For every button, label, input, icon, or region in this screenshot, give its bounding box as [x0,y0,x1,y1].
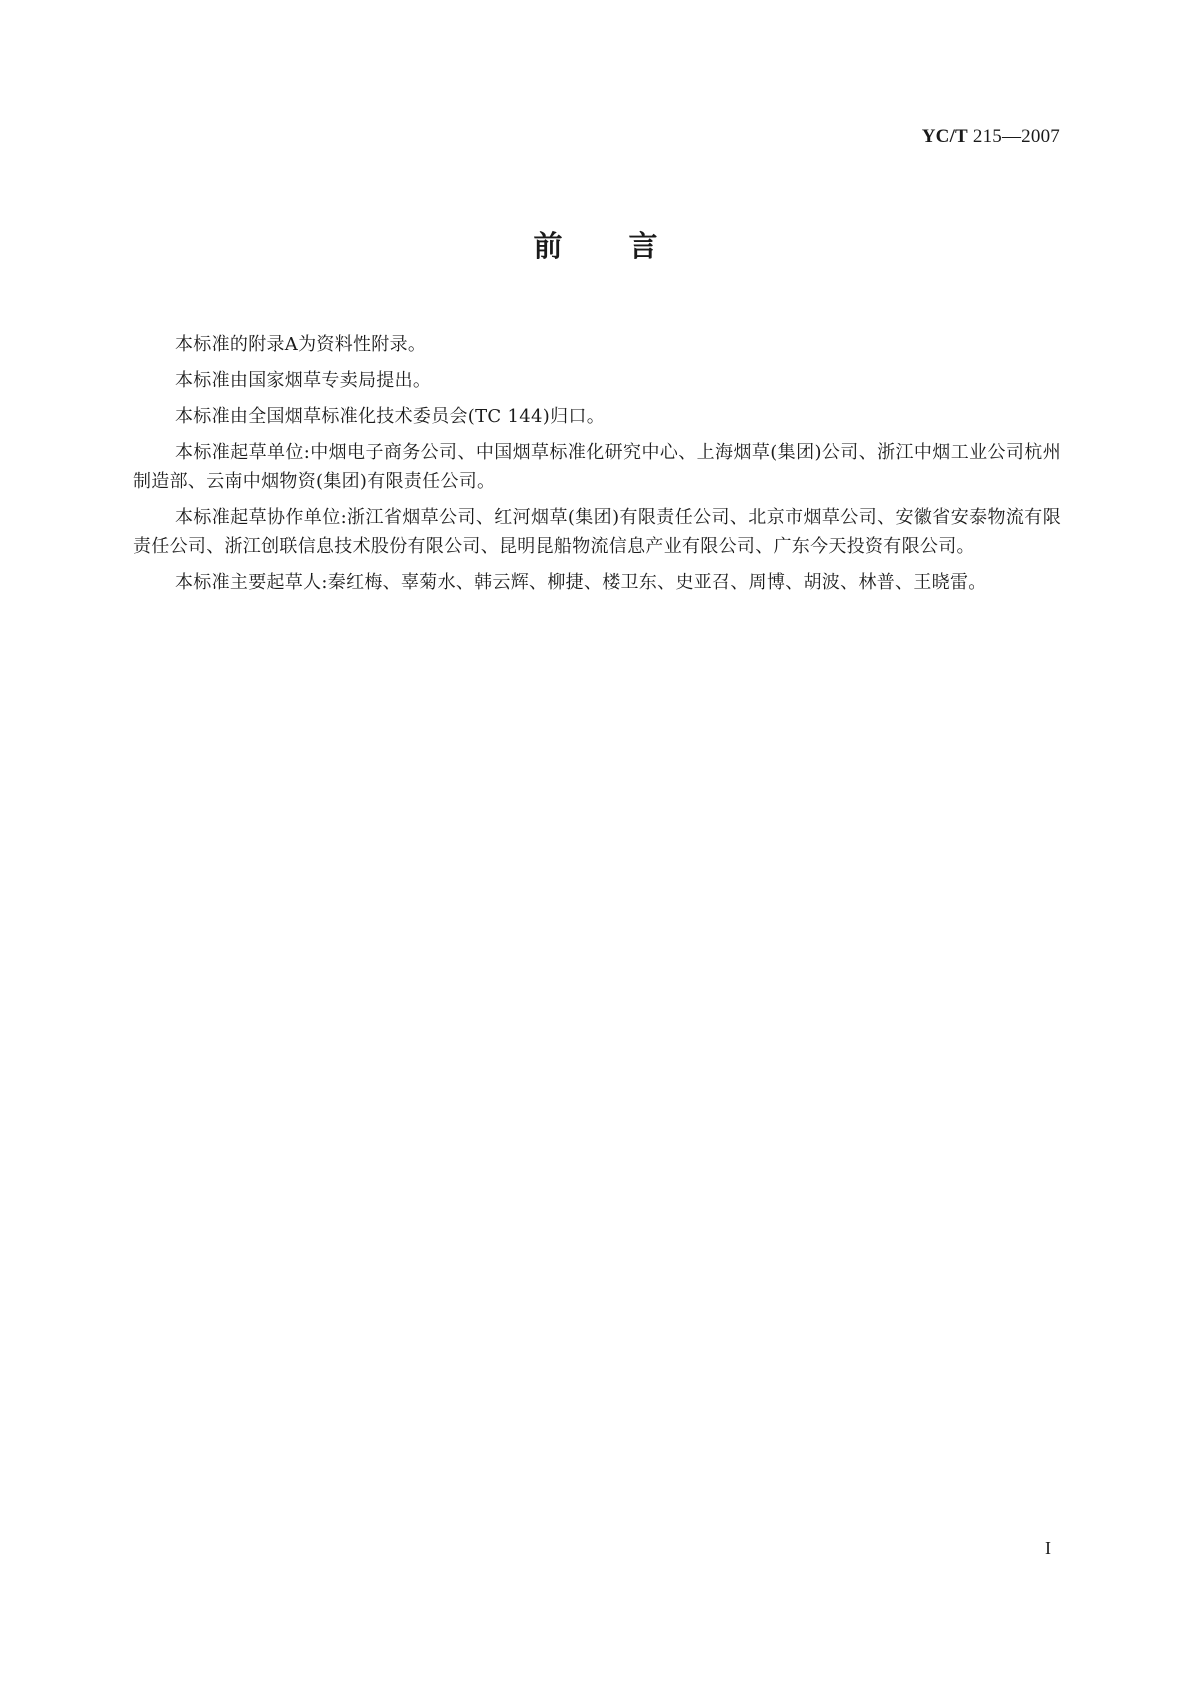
paragraph-annex: 本标准的附录A为资料性附录。 [175,334,427,355]
standard-code [922,126,1060,148]
standard-code-number: 215—2007 [967,126,1060,147]
paragraph-committee: 本标准由全国烟草标准化技术委员会(TC 144)归口。 [175,406,605,427]
page-title-char-1: 前 [533,229,563,263]
standard-code-prefix: YC/T [921,126,968,147]
page-title-char-2: 言 [628,229,658,263]
page-number: I [1045,1538,1051,1558]
paragraph-drafters: 本标准主要起草人:秦红梅、辜菊水、韩云辉、柳捷、楼卫东、史亚召、周博、胡波、林普、王晓雷。 [175,572,987,593]
paragraph-cooperating-units: 本标准起草协作单位:浙江省烟草公司、红河烟草(集团)有限责任公司、北京市烟草公司、安徽省安泰物流有限责任公司、浙江创联信息技术股份有限公司、昆明昆船物流信息产业有限公司、广东今天投资有限公司。 [133,507,1061,557]
paragraph-proposer: 本标准由国家烟草专卖局提出。 [175,370,432,391]
page-title [0,228,1191,264]
paragraph-drafting-units: 本标准起草单位:中烟电子商务公司、中国烟草标准化研究中心、上海烟草(集团)公司、浙江中烟工业公司杭州制造部、云南中烟物资(集团)有限责任公司。 [133,442,1061,492]
foreword-body [133,330,1061,604]
